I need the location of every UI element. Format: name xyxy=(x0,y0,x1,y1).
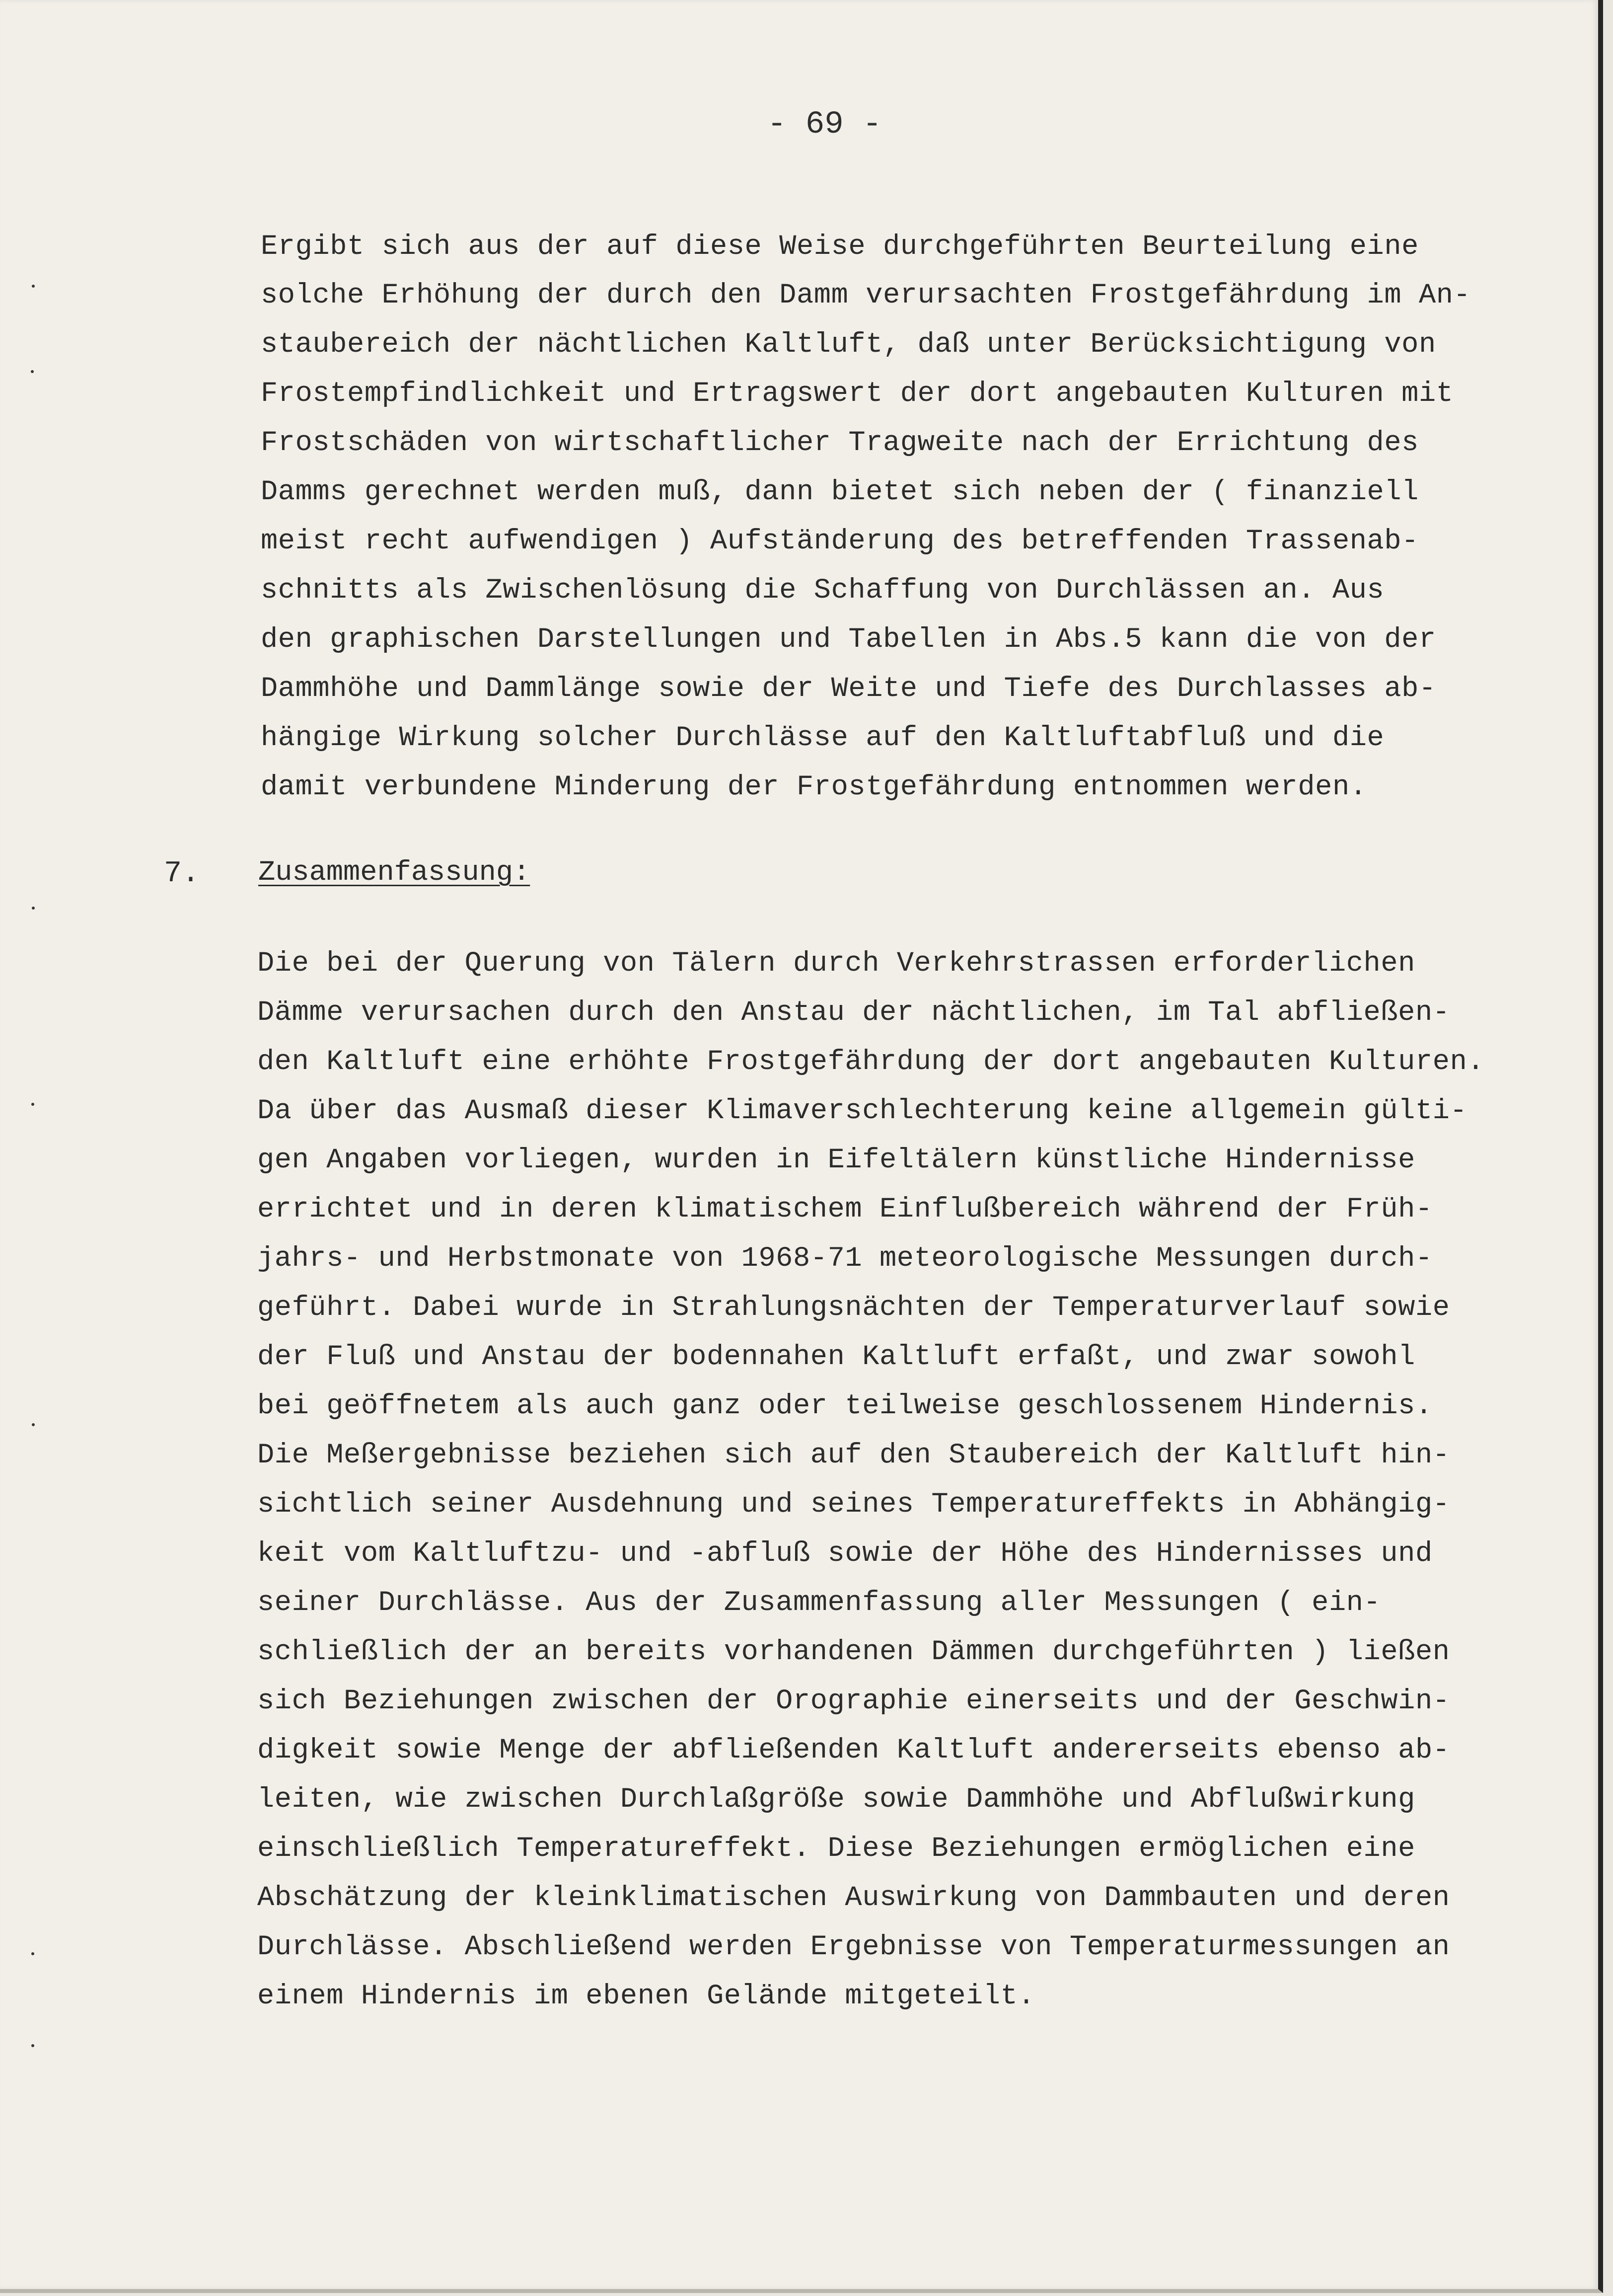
text-line: staubereich der nächtlichen Kaltluft, daß unter Berücksichtigung von xyxy=(261,329,1436,361)
margin-speck xyxy=(32,907,35,910)
text-line: keit vom Kaltluftzu- und -abfluß sowie der Höhe des Hindernisses und xyxy=(257,1538,1433,1570)
text-line: solche Erhöhung der durch den Damm verursachten Frostgefährdung im An- xyxy=(261,280,1471,311)
text-line: jahrs- und Herbstmonate von 1968-71 meteorologische Messungen durch- xyxy=(257,1243,1433,1275)
text-line: einschließlich Temperatureffekt. Diese Beziehungen ermöglichen eine xyxy=(257,1833,1415,1865)
text-line: Abschätzung der kleinklimatischen Auswirkung von Dammbauten und deren xyxy=(257,1882,1450,1914)
section-number: 7. xyxy=(164,857,200,891)
text-line: Damms gerechnet werden muß, dann bietet sich neben der ( finanziell xyxy=(261,476,1419,508)
text-line: Frostempfindlichkeit und Ertragswert der dort angebauten Kulturen mit xyxy=(261,378,1454,410)
text-line: leiten, wie zwischen Durchlaßgröße sowie Dammhöhe und Abflußwirkung xyxy=(257,1784,1415,1816)
margin-speck xyxy=(31,2044,34,2047)
text-line: damit verbundene Minderung der Frostgefährdung entnommen werden. xyxy=(261,771,1367,803)
text-line: sichtlich seiner Ausdehnung und seines Temperatureffekts in Abhängig- xyxy=(257,1489,1450,1521)
margin-speck xyxy=(31,1952,34,1955)
section-title: Zusammenfassung: xyxy=(258,857,530,889)
text-line: Da über das Ausmaß dieser Klimaverschlechterung keine allgemein gülti- xyxy=(257,1095,1467,1127)
text-line: Die Meßergebnisse beziehen sich auf den Staubereich der Kaltluft hin- xyxy=(257,1440,1450,1471)
text-line: Ergibt sich aus der auf diese Weise durchgeführten Beurteilung eine xyxy=(261,231,1419,263)
text-line: Die bei der Querung von Tälern durch Verkehrstrassen erforderlichen xyxy=(257,948,1415,980)
text-line: sich Beziehungen zwischen der Orographie einerseits und der Geschwin- xyxy=(257,1685,1450,1717)
text-line: bei geöffnetem als auch ganz oder teilweise geschlossenem Hindernis. xyxy=(257,1390,1433,1422)
text-line: Durchlässe. Abschließend werden Ergebnisse von Temperaturmessungen an xyxy=(257,1931,1450,1963)
text-line: den graphischen Darstellungen und Tabellen in Abs.5 kann die von der xyxy=(261,624,1436,656)
text-line: geführt. Dabei wurde in Strahlungsnächten der Temperaturverlauf sowie xyxy=(257,1292,1450,1324)
text-line: hängige Wirkung solcher Durchlässe auf den Kaltluftabfluß und die xyxy=(261,722,1385,754)
text-line: Dämme verursachen durch den Anstau der nächtlichen, im Tal abfließen- xyxy=(257,997,1450,1029)
text-line: digkeit sowie Menge der abfließenden Kaltluft andererseits ebenso ab- xyxy=(257,1735,1450,1766)
text-line: Frostschäden von wirtschaftlicher Tragweite nach der Errichtung des xyxy=(261,427,1419,459)
text-line: gen Angaben vorliegen, wurden in Eifeltälern künstliche Hindernisse xyxy=(257,1145,1415,1176)
text-line: seiner Durchlässe. Aus der Zusammenfassung aller Messungen ( ein- xyxy=(257,1587,1381,1619)
text-line: einem Hindernis im ebenen Gelände mitgeteilt. xyxy=(257,1981,1035,2012)
text-line: errichtet und in deren klimatischem Einflußbereich während der Früh- xyxy=(257,1194,1433,1225)
text-line: den Kaltluft eine erhöhte Frostgefährdung der dort angebauten Kulturen. xyxy=(257,1046,1485,1078)
margin-speck xyxy=(32,285,35,288)
margin-speck xyxy=(32,1423,35,1426)
page-number: - 69 - xyxy=(767,107,882,143)
text-line: Dammhöhe und Dammlänge sowie der Weite und Tiefe des Durchlasses ab- xyxy=(261,673,1436,705)
text-line: schließlich der an bereits vorhandenen Dämmen durchgeführten ) ließen xyxy=(257,1636,1450,1668)
text-line: schnitts als Zwischenlösung die Schaffung von Durchlässen an. Aus xyxy=(261,575,1385,607)
text-line: meist recht aufwendigen ) Aufständerung des betreffenden Trassenab- xyxy=(261,526,1419,557)
margin-speck xyxy=(31,1103,34,1106)
margin-speck xyxy=(31,370,34,373)
text-line: der Fluß und Anstau der bodennahen Kaltluft erfaßt, und zwar sowohl xyxy=(257,1341,1415,1373)
